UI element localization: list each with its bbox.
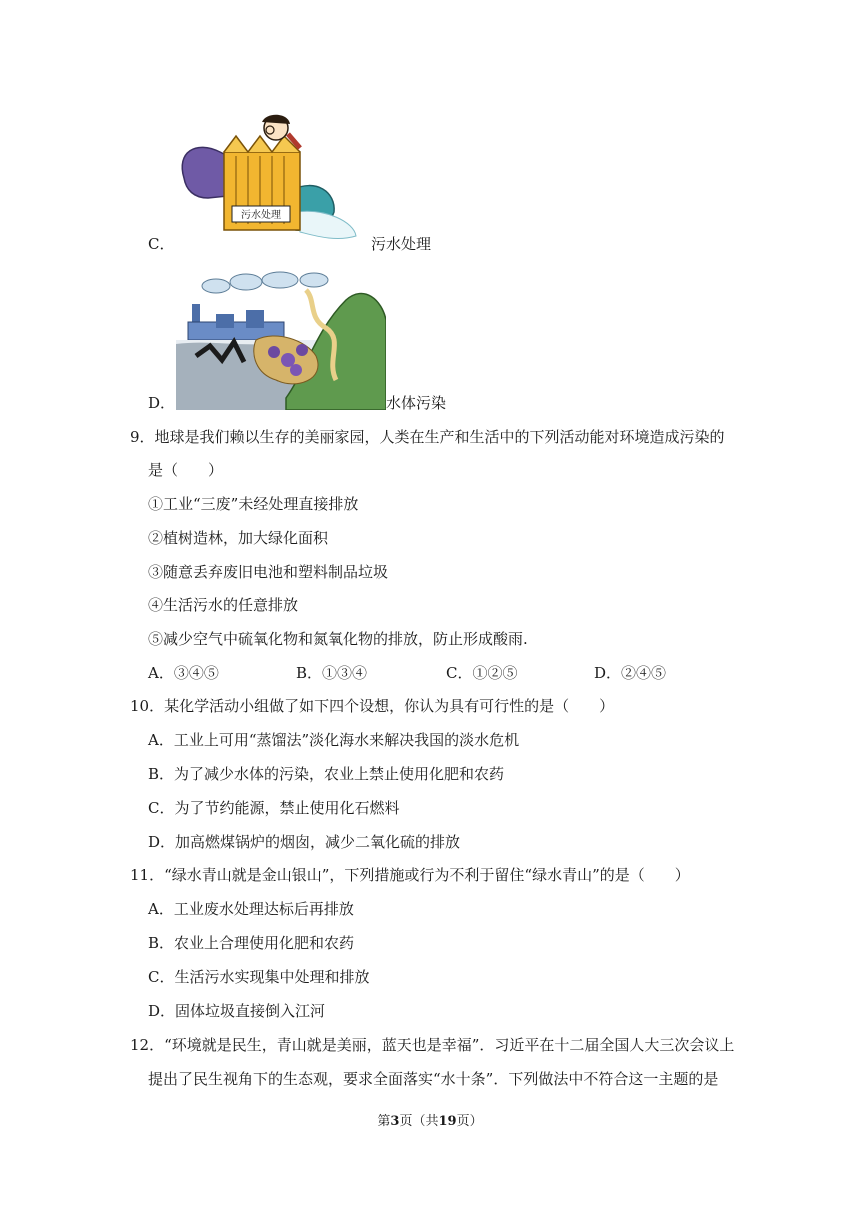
q9-option-c: C．①②⑤	[446, 664, 518, 682]
question-9-stem-cont: 是（ ）	[148, 461, 224, 479]
q10-option-b: B．为了减少水体的污染，农业上禁止使用化肥和农药	[148, 765, 505, 783]
q11-option-b: B．农业上合理使用化肥和农药	[148, 934, 355, 952]
question-12-stem-cont: 提出了民生视角下的生态观，要求全面落实“水十条”．下列做法中不符合这一主题的是	[148, 1070, 719, 1088]
q9-option-a: A．③④⑤	[148, 664, 219, 682]
total-pages: 19	[438, 1114, 457, 1129]
q10-option-a: A．工业上可用“蒸馏法”淡化海水来解决我国的淡水危机	[148, 731, 520, 749]
footer-prefix: 第	[377, 1114, 391, 1129]
statement-3: ③随意丢弃废旧电池和塑料制品垃圾	[148, 563, 389, 581]
q10-option-c: C．为了节约能源，禁止使用化石燃料	[148, 799, 400, 817]
statement-5: ⑤减少空气中硫氧化物和氮氧化物的排放，防止形成酸雨.	[148, 630, 528, 648]
q11-option-a: A．工业废水处理达标后再排放	[148, 900, 354, 918]
question-9-options	[148, 662, 708, 682]
sewage-sign-text: 污水处理	[241, 210, 281, 221]
q10-option-d: D．加高燃煤锅炉的烟囱，减少二氧化硫的排放	[148, 833, 461, 851]
option-c-caption: 污水处理	[371, 235, 432, 253]
footer-middle: 页（共	[399, 1114, 439, 1129]
question-10-stem: 10．某化学活动小组做了如下四个设想，你认为具有可行性的是（ ）	[130, 697, 615, 715]
question-12-stem: 12．“环境就是民生，青山就是美丽，蓝天也是幸福”．习近平在十二届全国人大三次会议上	[130, 1036, 735, 1054]
sewage-treatment-illustration	[176, 112, 366, 248]
option-d-caption: 水体污染	[386, 394, 447, 412]
question-9-stem: 9．地球是我们赖以生存的美丽家园，人类在生产和生活中的下列活动能对环境造成污染的	[130, 428, 725, 446]
option-d-label: D．	[148, 394, 176, 412]
footer-suffix: 页）	[456, 1114, 483, 1129]
q9-option-d: D．②④⑤	[594, 664, 667, 682]
statement-1: ①工业“三废”未经处理直接排放	[148, 495, 359, 513]
option-c-label: C．	[148, 235, 175, 253]
water-pollution-illustration	[176, 270, 386, 410]
q11-option-c: C．生活污水实现集中处理和排放	[148, 968, 370, 986]
question-11-stem: 11．“绿水青山就是金山银山”，下列措施或行为不利于留住“绿水青山”的是（ ）	[130, 866, 690, 884]
statement-2: ②植树造林，加大绿化面积	[148, 529, 329, 547]
q11-option-d: D．固体垃圾直接倒入江河	[148, 1002, 326, 1020]
page-number: 3	[390, 1114, 400, 1129]
page-footer	[0, 1110, 860, 1129]
q9-option-b: B．①③④	[296, 664, 368, 682]
statement-4: ④生活污水的任意排放	[148, 596, 299, 614]
